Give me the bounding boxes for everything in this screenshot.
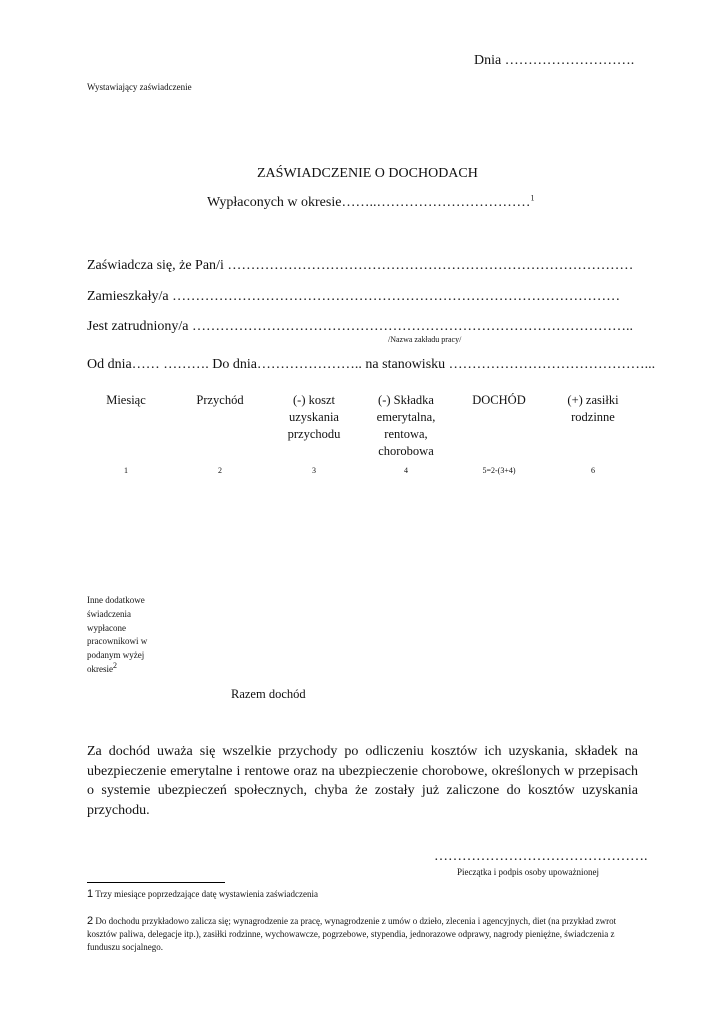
benefits-line-2: rodzinne <box>571 410 615 424</box>
income-definition-paragraph <box>87 742 638 820</box>
footnote-ref-2: 2 <box>113 660 117 670</box>
footnote-1 <box>87 888 647 901</box>
benefits-line-1: (+) zasiłki <box>567 393 619 407</box>
column-header-family-benefits <box>558 392 628 426</box>
paragraph-line-1: Za dochód uważa się wszelkie przychody po odliczeniu kosztów ich uzyskania, składek na <box>87 744 638 759</box>
footnote-2-number: 2 <box>87 915 94 927</box>
address-field: Zamieszkały/a …………………………………………………………………………………… <box>87 289 621 304</box>
column-number-2: 2 <box>218 466 222 475</box>
column-header-net-income: DOCHÓD <box>472 393 526 407</box>
column-number-1: 1 <box>124 466 128 475</box>
other-benefits-line-6: okresie <box>87 663 113 674</box>
footnote-2-text: Do dochodu przykładowo zalicza się; wynagrodzenie za pracę, wynagrodzenie z umów o dzieło, zlecenia i agencyjnych, diet (na przykład zwrot kosztów paliwa, delegacje itp.), zasiłki rodzinne, wychowawcze, pogrzebowe, stypendia, jednorazowe odprawy, nagrody pieniężne, świadczenia z funduszu socjalnego. <box>87 916 617 952</box>
other-benefits-line-4: pracownikowi w <box>87 636 148 647</box>
paragraph-line-2: ubezpieczenie emerytalne i rentowe oraz na ubezpieczenie chorobowe, określonych w przepisach <box>87 763 638 779</box>
column-number-4: 4 <box>404 466 408 475</box>
other-benefits-line-2: świadczenia <box>87 608 131 619</box>
contribution-line-1: (-) Składka <box>378 393 434 407</box>
column-number-6: 6 <box>591 466 595 475</box>
footnote-1-number: 1 <box>87 888 94 900</box>
period-text: Wypłaconych w okresie……..…………………………… <box>207 195 531 210</box>
column-number-5: 5=2-(3+4) <box>482 466 516 475</box>
document-title: ZAŚWIADCZENIE O DOCHODACH <box>257 166 478 181</box>
column-header-contribution <box>366 392 446 460</box>
column-number-3: 3 <box>312 466 316 475</box>
other-benefits-line-5: podanym wyżej <box>87 650 145 661</box>
other-benefits-label <box>87 594 147 677</box>
signature-line: ………………………………………. <box>434 849 648 864</box>
footnote-1-text: Trzy miesiące poprzedzające datę wystawienia zaświadczenia <box>95 889 319 899</box>
column-header-cost <box>274 392 354 443</box>
contribution-line-2: emerytalna, <box>376 410 436 424</box>
dates-position-field: Od dnia…… ………. Do dnia………………….. na stanowisku ……………………………………... <box>87 357 656 372</box>
signature-caption: Pieczątka i podpis osoby upoważnionej <box>457 867 599 877</box>
person-field: Zaświadcza się, że Pan/i …………………………………………………………………………… <box>87 258 634 273</box>
employer-field: Jest zatrudniony/a ………………………………………………………………………………….. <box>87 319 633 334</box>
period-line <box>207 195 534 211</box>
other-benefits-line-1: Inne dodatkowe <box>87 595 145 605</box>
cost-line-3: przychodu <box>287 427 341 441</box>
date-line: Dnia ………………………. <box>474 53 635 68</box>
total-income-label: Razem dochód <box>231 687 306 701</box>
employer-hint: /Nazwa zakładu pracy/ <box>388 335 462 344</box>
contribution-line-4: chorobowa <box>378 444 434 458</box>
footnote-2 <box>87 915 647 954</box>
issuer-label: Wystawiający zaświadczenie <box>87 82 192 92</box>
other-benefits-line-3: wypłacone <box>87 622 126 633</box>
footnote-ref-1: 1 <box>530 193 535 203</box>
footnote-separator <box>87 882 225 883</box>
paragraph-line-3: o systemie ubezpieczeń społecznych, chyba że zostały już zaliczone do kosztów uzyskania przychodu. <box>87 783 638 818</box>
cost-line-1: (-) koszt <box>293 393 335 407</box>
contribution-line-3: rentowa, <box>384 427 428 441</box>
cost-line-2: uzyskania <box>289 410 339 424</box>
column-header-month: Miesiąc <box>106 393 146 407</box>
column-header-income: Przychód <box>196 393 244 407</box>
